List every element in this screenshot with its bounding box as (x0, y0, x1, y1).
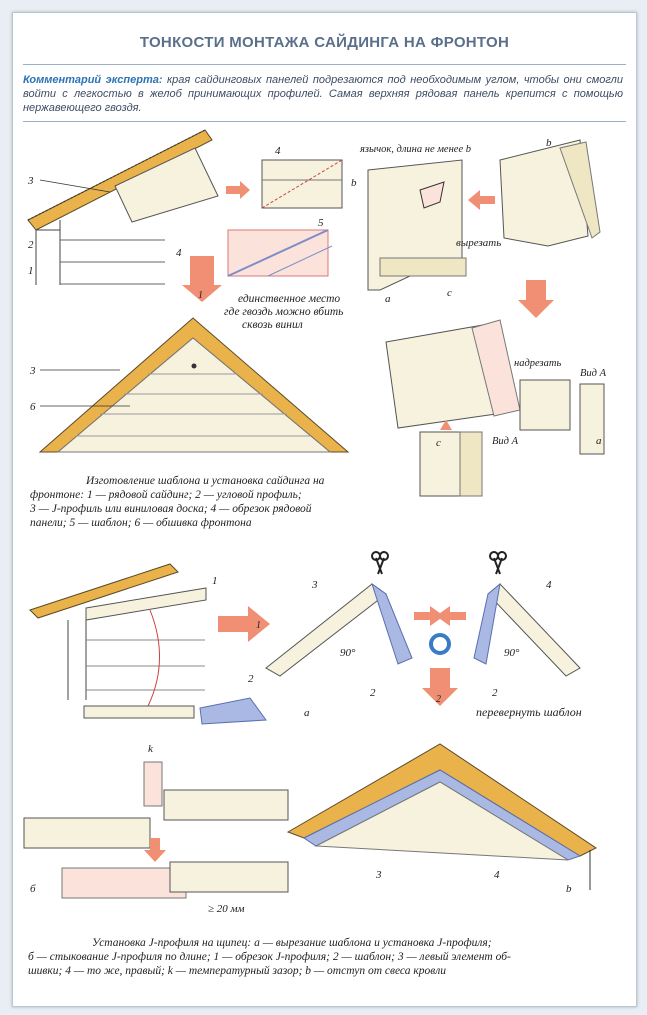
fig3-caption-2: б — стыкование J-профиля по длине; 1 — обрезок J-профиля; 2 — шаблон; 3 — левый элемент об- (28, 951, 511, 963)
fig3-step2-num: 2 (436, 694, 441, 705)
fig1-step1-num: 1 (198, 290, 203, 301)
fig3-scissors-left (372, 552, 388, 574)
fig3-jprofile-joint (24, 743, 288, 915)
fig2-view-a1: Вид А (492, 436, 519, 447)
fig2-dim-a: a (385, 293, 391, 305)
fig1-template-sketch (226, 145, 342, 276)
fig3-label-2b: 2 (370, 687, 376, 699)
fig2-dim-b2: b (546, 137, 552, 149)
fig3-gap-label: ≥ 20 мм (208, 903, 245, 915)
fig2-dim-b: b (351, 177, 357, 189)
fig3-label-4: 4 (546, 579, 552, 591)
fig2-dim-c: c (447, 287, 452, 299)
fig3-label-3: 3 (312, 579, 318, 591)
fig1-label-4: 4 (176, 247, 182, 259)
fig2-notch-detail (514, 358, 607, 454)
fig3-label-4b: 4 (494, 869, 500, 881)
fig1-label-5: 5 (318, 217, 324, 229)
fig2-down-arrow (518, 280, 554, 318)
page-title: ТОНКОСТИ МОНТАЖА САЙДИНГА НА ФРОНТОН (139, 34, 510, 51)
fig1-label-3b: 3 (30, 365, 36, 377)
fig3-left-element (266, 579, 412, 699)
comment-body: края сайдинговых панелей подрезаются под необходимым углом, чтобы они смогли войти с легкостью в желоб принимающих профилей. Самая верхняя рядовая панель крепится с помощью нержавеющего гвоздя. (23, 74, 623, 114)
fig2-dim-a2: a (596, 435, 602, 447)
fig3-gable-complete (288, 744, 596, 895)
fig3-eave-sketch (30, 564, 310, 724)
fig1-caption-3: 3 — J-профиль или виниловая доска; 4 — обрезок рядовой (30, 503, 312, 515)
fig1-caption-4: панели; 5 — шаблон; 6 — обшивка фронтона (30, 517, 252, 529)
fig3-flip-label: перевернуть шаблон (476, 705, 582, 719)
fig2-panel-cut (351, 144, 501, 305)
fig2-tongue-label: язычок, длина не менее b (360, 144, 471, 155)
fig1-label-3: 3 (28, 175, 34, 187)
fig2-dim-c2: c (436, 437, 441, 449)
fig3-label-2: 2 (248, 673, 254, 685)
fig1-caption-1: Изготовление шаблона и установка сайдинга на (86, 475, 325, 487)
fig2-assembled (386, 320, 520, 496)
fig3-right-element (474, 579, 580, 699)
fig3-label-bb: b (566, 883, 572, 895)
fig3-caption-1: Установка J-профиля на щипец: а — вырезание шаблона и установка J-профиля; (92, 937, 492, 949)
fig1-label-6: 6 (30, 401, 36, 413)
fig1-step1-arrow (182, 256, 222, 302)
fig3-scissors-right (490, 552, 506, 574)
fig3-step1-num: 1 (256, 620, 261, 631)
fig1-gable-sketch (27, 130, 218, 285)
fig1-label-4b: 4 (275, 145, 281, 157)
fig1-label-1: 1 (28, 265, 34, 277)
fig2-cut-label: вырезать (456, 237, 502, 249)
fig3-label-k: k (148, 743, 153, 755)
fig3-label-b: б (30, 883, 36, 895)
fig3-label-a: а (304, 707, 310, 719)
fig3-label-2c: 2 (492, 687, 498, 699)
comment-lead: Комментарий эксперта: (23, 74, 163, 86)
fig1-note-2: где гвоздь можно вбить (224, 306, 344, 318)
fig1-label-2: 2 (28, 239, 34, 251)
fig2-profile-top (468, 137, 600, 246)
fig3-angle-left: 90° (340, 647, 356, 659)
fig1-note-1: единственное место (238, 293, 341, 305)
fig3-flip-arrows (414, 606, 466, 653)
fig3-label-1: 1 (212, 575, 218, 587)
fig2-view-a2: Вид А (580, 368, 607, 379)
fig1-gable-finished (29, 318, 348, 452)
fig2-notch-label: надрезать (514, 358, 562, 369)
fig3-caption-3: шивки; 4 — то же, правый; k — температурный зазор; b — отступ от свеса кровли (28, 965, 446, 977)
fig3-step1-arrow (218, 606, 270, 642)
fig1-note-3: сквозь винил (242, 319, 303, 331)
fig3-label-3b: 3 (376, 869, 382, 881)
fig1-caption-2: фронтоне: 1 — рядовой сайдинг; 2 — угловой профиль; (30, 489, 302, 501)
fig3-angle-right: 90° (504, 647, 520, 659)
